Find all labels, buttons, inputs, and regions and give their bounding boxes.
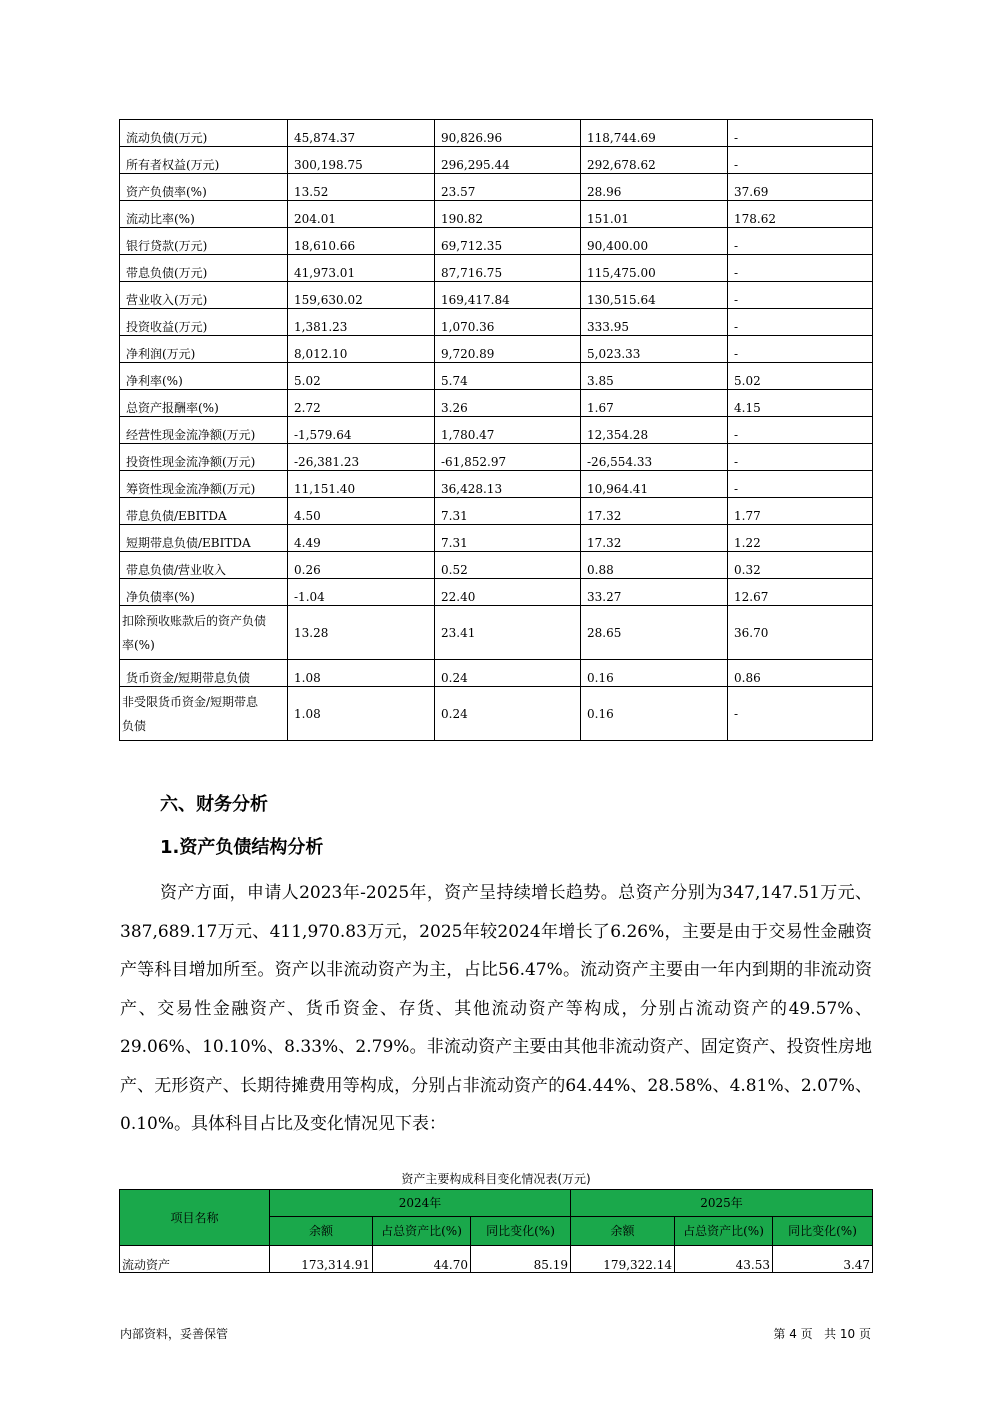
table-row: 投资收益(万元) 1,381.23 1,070.36 333.95 - [120, 309, 873, 336]
table-row: 流动比率(%) 204.01 190.82 151.01 178.62 [120, 201, 873, 228]
table-row: 扣除预收账款后的资产负债 率(%) 13.28 23.41 28.65 36.70 [120, 606, 873, 660]
row-label: 扣除预收账款后的资产负债 率(%) [120, 606, 288, 660]
table-row: 短期带息负债/EBITDA 4.49 7.31 17.32 1.22 [120, 525, 873, 552]
column-header: 同比变化(%) [773, 1217, 873, 1246]
column-header: 余额 [571, 1217, 675, 1246]
table-row: 带息负债(万元) 41,973.01 87,716.75 115,475.00 - [120, 255, 873, 282]
table-row: 投资性现金流净额(万元) -26,381.23 -61,852.97 -26,554.33 - [120, 444, 873, 471]
table-row: 带息负债/EBITDA 4.50 7.31 17.32 1.77 [120, 498, 873, 525]
year-header: 2025年 [571, 1190, 873, 1217]
asset-composition-table [119, 1189, 873, 1273]
table-row: 流动负债(万元) 45,874.37 90,826.96 118,744.69 - [120, 120, 873, 147]
section-heading: 六、财务分析 [160, 794, 268, 815]
row-label: 非受限货币资金/短期带息 负债 [120, 687, 288, 741]
table-row: 银行贷款(万元) 18,610.66 69,712.35 90,400.00 - [120, 228, 873, 255]
table-caption: 资产主要构成科目变化情况表(万元) [401, 1172, 591, 1186]
table-row: 净利润(万元) 8,012.10 9,720.89 5,023.33 - [120, 336, 873, 363]
table-row: 筹资性现金流净额(万元) 11,151.40 36,428.13 10,964.41 - [120, 471, 873, 498]
table-row: 所有者权益(万元) 300,198.75 296,295.44 292,678.62 - [120, 147, 873, 174]
year-header: 2024年 [270, 1190, 571, 1217]
footer-confidential: 内部资料，妥善保管 [120, 1327, 229, 1341]
table-row: 流动资产 173,314.91 44.70 85.19 179,322.14 43.53 3.47 [120, 1246, 873, 1273]
table-row: 总资产报酬率(%) 2.72 3.26 1.67 4.15 [120, 390, 873, 417]
table-row: 营业收入(万元) 159,630.02 169,417.84 130,515.64 - [120, 282, 873, 309]
table-header-row [120, 1190, 873, 1217]
column-header: 占总资产比(%) [373, 1217, 471, 1246]
table-row: 资产负债率(%) 13.52 23.57 28.96 37.69 [120, 174, 873, 201]
financial-indicators-table [119, 119, 873, 741]
table-row: 净利率(%) 5.02 5.74 3.85 5.02 [120, 363, 873, 390]
column-header: 同比变化(%) [471, 1217, 571, 1246]
column-header: 余额 [270, 1217, 373, 1246]
table-row: 非受限货币资金/短期带息 负债 1.08 0.24 0.16 - [120, 687, 873, 741]
item-name-header: 项目名称 [120, 1190, 270, 1246]
table-row: 净负债率(%) -1.04 22.40 33.27 12.67 [120, 579, 873, 606]
footer-page-number: 第 4 页 共 10 页 [773, 1327, 871, 1341]
table-row: 货币资金/短期带息负债 1.08 0.24 0.16 0.86 [120, 660, 873, 687]
table-row: 经营性现金流净额(万元) -1,579.64 1,780.47 12,354.28 - [120, 417, 873, 444]
analysis-paragraph: 资产方面，申请人2023年-2025年，资产呈持续增长趋势。总资产分别为347,147.51万元、387,689.17万元、411,970.83万元，2025年较2024年增长了6.26%，主要是由于交易性金融资产等科目增加所至。资产以非流动资产为主，占比56.47%。流动资产主要由一年内到期的非流动资产、交易性金融资产、货币资金、存货、其他流动资产等构成，分别占流动资产的49.57%、29.06%、10.10%、8.33%、2.79%。非流动资产主要由其他非流动资产、固定资产、投资性房地产、无形资产、长期待摊费用等构成，分别占非流动资产的64.44%、28.58%、4.81%、2.07%、0.10%。具体科目占比及变化情况见下表： [120, 883, 872, 1134]
subsection-heading: 1.资产负债结构分析 [160, 837, 324, 858]
table-row: 带息负债/营业收入 0.26 0.52 0.88 0.32 [120, 552, 873, 579]
column-header: 占总资产比(%) [675, 1217, 773, 1246]
